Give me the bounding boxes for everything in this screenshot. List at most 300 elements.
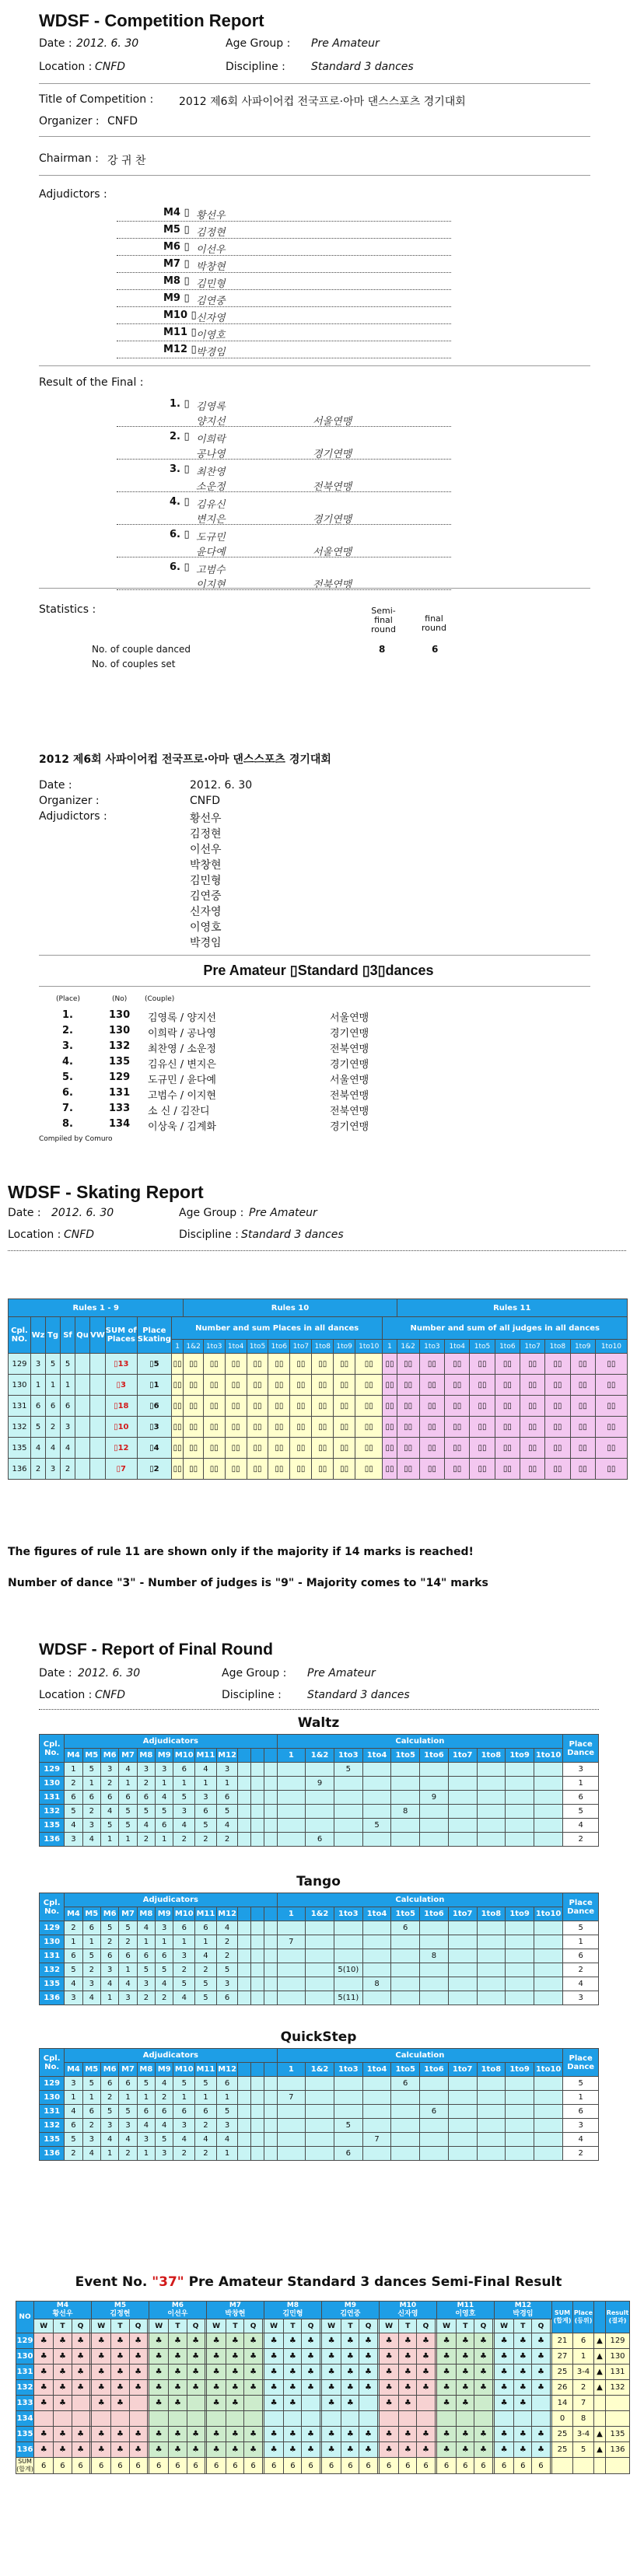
mark-cell bbox=[302, 2396, 320, 2411]
mark-cell: ♣ bbox=[34, 2396, 54, 2411]
header-judge: M10 bbox=[173, 1749, 195, 1763]
rule11-cell: ▯▯ bbox=[445, 1396, 470, 1417]
 bbox=[117, 255, 451, 256]
header-r11-col: 1to3 bbox=[419, 1340, 444, 1354]
row-sum: 21 bbox=[552, 2333, 573, 2349]
dance-name: Tango bbox=[296, 1874, 341, 1889]
mark-cell: ♣ bbox=[54, 2333, 72, 2349]
summary-adjudicator: 이선우 bbox=[190, 844, 222, 856]
header-calculation: Calculation bbox=[277, 1893, 563, 1907]
calc-value bbox=[448, 1949, 477, 1963]
calc-value bbox=[420, 1819, 449, 1833]
final-partner-a: 이희락 bbox=[196, 434, 226, 446]
mark-cell: ♣ bbox=[457, 2365, 474, 2380]
couple-no: 131 bbox=[40, 2105, 65, 2119]
calc-value bbox=[362, 1805, 391, 1819]
blank-mark bbox=[264, 1819, 277, 1833]
adjudicator-code: M12 ▯ bbox=[163, 344, 197, 355]
calc-value bbox=[391, 2105, 420, 2119]
header-judge: M11 bbox=[195, 2063, 217, 2077]
calc-value bbox=[420, 1977, 449, 1991]
row-sum: 27 bbox=[552, 2349, 573, 2365]
calc-value bbox=[477, 2091, 506, 2105]
rule10-cell: ▯▯ bbox=[334, 1459, 355, 1480]
sum-places: ▯3 bbox=[105, 1375, 137, 1396]
judge-mark: 6 bbox=[82, 1921, 100, 1935]
calc-value bbox=[362, 1921, 391, 1935]
judge-mark: 3 bbox=[173, 2119, 195, 2133]
dance-place: 5 bbox=[46, 1354, 61, 1375]
mark-cell: ♣ bbox=[111, 2365, 129, 2380]
header-calc-col: 1&2 bbox=[306, 1907, 334, 1921]
calc-value bbox=[448, 1819, 477, 1833]
judge-mark: 4 bbox=[65, 2105, 82, 2119]
judge-mark: 6 bbox=[119, 1791, 137, 1805]
couple-no: 134 bbox=[16, 2411, 34, 2427]
judge-code: M4 bbox=[56, 2302, 69, 2309]
mark-cell: ♣ bbox=[187, 2427, 205, 2442]
calc-value bbox=[277, 1763, 306, 1777]
rule11-cell: ▯▯ bbox=[570, 1417, 595, 1438]
calc-value bbox=[506, 2147, 534, 2161]
header-calc-col: 1to9 bbox=[506, 1907, 534, 1921]
rule11-cell: ▯▯ bbox=[545, 1417, 570, 1438]
header-judge bbox=[494, 2302, 551, 2319]
judge-mark: 5 bbox=[137, 1805, 155, 1819]
header-calculation: Calculation bbox=[277, 1735, 563, 1749]
judge-name: 박경임 bbox=[513, 2310, 534, 2318]
calc-value bbox=[362, 1991, 391, 2005]
rule11-cell: ▯▯ bbox=[570, 1354, 595, 1375]
header-judge: M12 bbox=[216, 1907, 238, 1921]
adjudicator-code: M5 ▯ bbox=[163, 224, 190, 236]
header-dance-sub: T bbox=[399, 2319, 417, 2333]
calc-value bbox=[362, 1791, 391, 1805]
dance-place: 5 bbox=[61, 1354, 75, 1375]
judge-mark: 5 bbox=[173, 2077, 195, 2091]
dance-place bbox=[90, 1354, 106, 1375]
header-calc-col: 1to6 bbox=[420, 1749, 449, 1763]
calc-value bbox=[506, 1763, 534, 1777]
place-dance: 5 bbox=[563, 1921, 599, 1935]
header-calc-col: 1to4 bbox=[362, 1749, 391, 1763]
mark-cell: ♣ bbox=[206, 2380, 226, 2396]
calc-value bbox=[277, 1977, 306, 1991]
adjudicator-name: 박경임 bbox=[196, 347, 226, 358]
summary-event-title: Pre Amateur ▯Standard ▯3▯dances bbox=[203, 963, 434, 978]
header-judge: M10 bbox=[173, 2063, 195, 2077]
header-judge: M4 bbox=[65, 1749, 82, 1763]
sum-cell: 6 bbox=[149, 2458, 168, 2474]
header-dance-sub: Q bbox=[187, 2319, 205, 2333]
row-sum: 25 bbox=[552, 2427, 573, 2442]
rule11-cell: ▯▯ bbox=[470, 1459, 495, 1480]
rule10-cell: ▯▯ bbox=[225, 1438, 247, 1459]
header-dance-sub: T bbox=[457, 2319, 474, 2333]
calc-value bbox=[477, 1977, 506, 1991]
mark-cell bbox=[91, 2411, 110, 2427]
calc-value bbox=[362, 2077, 391, 2091]
judge-code: M6 bbox=[171, 2302, 184, 2309]
header-judge: M7 bbox=[119, 1907, 137, 1921]
rule10-cell: ▯▯ bbox=[203, 1459, 225, 1480]
header-judge: M8 bbox=[137, 1749, 155, 1763]
judge-name: 김정현 bbox=[110, 2310, 131, 2318]
mark-cell: ♣ bbox=[417, 2333, 435, 2349]
calc-value: 5 bbox=[362, 1819, 391, 1833]
judge-mark: 6 bbox=[137, 1791, 155, 1805]
calc-value: 7 bbox=[277, 2091, 306, 2105]
sum-places: ▯7 bbox=[105, 1459, 137, 1480]
calc-value bbox=[534, 1977, 562, 1991]
mark-cell: ♣ bbox=[436, 2380, 456, 2396]
header-result: Result (결과) bbox=[606, 2302, 630, 2333]
blank-mark bbox=[238, 1791, 251, 1805]
mark-cell: ♣ bbox=[72, 2365, 89, 2380]
mark-cell: ♣ bbox=[226, 2380, 244, 2396]
mark-cell: ♣ bbox=[206, 2427, 226, 2442]
rule11-cell: ▯▯ bbox=[495, 1438, 520, 1459]
judge-mark: 1 bbox=[100, 1991, 118, 2005]
place-skating: ▯6 bbox=[137, 1396, 171, 1417]
sum-blank bbox=[594, 2458, 606, 2474]
place-dance: 2 bbox=[563, 1963, 599, 1977]
calc-value bbox=[391, 2119, 420, 2133]
sum-cell: 6 bbox=[244, 2458, 262, 2474]
judge-mark: 2 bbox=[195, 1963, 217, 1977]
rule11-cell: ▯▯ bbox=[520, 1354, 544, 1375]
rule11-cell: ▯▯ bbox=[595, 1354, 627, 1375]
place-dance: 6 bbox=[563, 1791, 599, 1805]
rule11-cell: ▯▯ bbox=[545, 1438, 570, 1459]
judge-mark: 4 bbox=[100, 1977, 118, 1991]
mark-cell bbox=[149, 2411, 168, 2427]
judge-mark: 4 bbox=[156, 1791, 173, 1805]
 bbox=[117, 524, 451, 525]
header-judge bbox=[264, 2302, 321, 2319]
header-calc-col: 1to7 bbox=[448, 2063, 477, 2077]
mark-cell: ♣ bbox=[149, 2396, 168, 2411]
summary-footer: Compiled by Comuro bbox=[39, 1135, 113, 1143]
rule11-cell: ▯▯ bbox=[470, 1375, 495, 1396]
mark-cell bbox=[417, 2396, 435, 2411]
header-dance: VW bbox=[90, 1317, 106, 1354]
 bbox=[117, 589, 451, 590]
header-calc-col: 1&2 bbox=[306, 1749, 334, 1763]
mark-cell: ♣ bbox=[341, 2333, 359, 2349]
adjudicator-name: 김정현 bbox=[196, 227, 226, 239]
mark-cell: ♣ bbox=[457, 2333, 474, 2349]
mark-cell: ♣ bbox=[284, 2349, 302, 2365]
dance-place: 3 bbox=[46, 1459, 61, 1480]
calc-value bbox=[277, 1949, 306, 1963]
mark-cell: ♣ bbox=[34, 2349, 54, 2365]
rule10-cell: ▯▯ bbox=[312, 1354, 334, 1375]
blank-mark bbox=[238, 1777, 251, 1791]
couple-no: 131 bbox=[16, 2365, 34, 2380]
couple-no: 133 bbox=[16, 2396, 34, 2411]
header-r11-col: 1to5 bbox=[470, 1340, 495, 1354]
rule11-cell: ▯▯ bbox=[383, 1396, 397, 1417]
rule10-cell: ▯▯ bbox=[247, 1375, 268, 1396]
calc-value bbox=[448, 1763, 477, 1777]
calc-value bbox=[334, 1977, 362, 1991]
calc-value bbox=[334, 2105, 362, 2119]
row-rank: 1 bbox=[573, 2349, 594, 2365]
mark-cell: ♣ bbox=[169, 2333, 187, 2349]
mark-cell bbox=[187, 2411, 205, 2427]
rule11-cell: ▯▯ bbox=[595, 1396, 627, 1417]
calc-value bbox=[477, 1777, 506, 1791]
header-calc-col: 1to5 bbox=[391, 2063, 420, 2077]
rule11-cell: ▯▯ bbox=[383, 1438, 397, 1459]
place-dance: 2 bbox=[563, 2147, 599, 2161]
header-rules-1-9: Rules 1 - 9 bbox=[9, 1299, 184, 1317]
calc-value: 5 bbox=[334, 2119, 362, 2133]
judge-mark: 4 bbox=[82, 1833, 100, 1847]
row-sum: 25 bbox=[552, 2365, 573, 2380]
header-r11-col: 1 bbox=[383, 1340, 397, 1354]
calc-value bbox=[277, 1791, 306, 1805]
sum-cell: 6 bbox=[302, 2458, 320, 2474]
header-r11-desc: Number and sum of all judges in all dances bbox=[383, 1317, 628, 1340]
toc-value: 2012 제6회 사파이어컵 전국프로·아마 댄스스포츠 경기대회 bbox=[179, 96, 466, 108]
judge-mark: 1 bbox=[216, 1777, 238, 1791]
mark-cell bbox=[514, 2411, 532, 2427]
header-cpl-no: Cpl. No. bbox=[40, 1893, 65, 1921]
header-judge: M5 bbox=[82, 2063, 100, 2077]
result-final-label: Result of the Final : bbox=[39, 376, 144, 389]
dance-place bbox=[75, 1396, 90, 1417]
summary-adjudicator: 박경임 bbox=[190, 937, 222, 949]
mark-cell: ♣ bbox=[514, 2349, 532, 2365]
adjudicator-name: 이영호 bbox=[196, 330, 226, 341]
judge-mark: 4 bbox=[173, 1991, 195, 2005]
mark-cell bbox=[417, 2411, 435, 2427]
dance-place bbox=[75, 1459, 90, 1480]
calc-value bbox=[362, 2105, 391, 2119]
mark-cell bbox=[532, 2396, 550, 2411]
header-calc-col: 1to8 bbox=[477, 1907, 506, 1921]
header-judge: M6 bbox=[100, 2063, 118, 2077]
sum-cell: 6 bbox=[417, 2458, 435, 2474]
summary-place: 3. bbox=[62, 1040, 73, 1052]
judge-mark: 2 bbox=[119, 1935, 137, 1949]
judge-mark: 6 bbox=[173, 2105, 195, 2119]
toc-label: Title of Competition : bbox=[39, 93, 154, 106]
mark-cell: ♣ bbox=[417, 2349, 435, 2365]
mark-cell: ♣ bbox=[244, 2365, 262, 2380]
judge-mark: 4 bbox=[82, 1991, 100, 2005]
rule10-cell: ▯▯ bbox=[171, 1375, 184, 1396]
calc-value bbox=[391, 1833, 420, 1847]
final-report-title: WDSF - Report of Final Round bbox=[39, 1641, 273, 1658]
calc-value bbox=[448, 1921, 477, 1935]
judge-mark: 2 bbox=[173, 1833, 195, 1847]
blank-mark bbox=[264, 2147, 277, 2161]
dance-place: 4 bbox=[31, 1438, 46, 1459]
calc-value bbox=[534, 1949, 562, 1963]
judge-mark: 3 bbox=[156, 1763, 173, 1777]
couple-no: 132 bbox=[16, 2380, 34, 2396]
mark-cell: ♣ bbox=[264, 2380, 283, 2396]
mark-cell: ♣ bbox=[284, 2365, 302, 2380]
chairman-value: 강 귀 찬 bbox=[107, 155, 146, 167]
rule11-cell: ▯▯ bbox=[470, 1396, 495, 1417]
judge-mark: 4 bbox=[195, 1949, 217, 1963]
calc-value bbox=[420, 2091, 449, 2105]
final-place: 2. ▯ bbox=[170, 431, 190, 442]
judge-mark: 4 bbox=[137, 2119, 155, 2133]
discipline-value: Standard 3 dances bbox=[311, 61, 414, 73]
mark-cell bbox=[244, 2396, 262, 2411]
rule11-cell: ▯▯ bbox=[397, 1417, 419, 1438]
place-dance: 4 bbox=[563, 2133, 599, 2147]
judge-mark: 1 bbox=[195, 1935, 217, 1949]
calc-value bbox=[477, 1935, 506, 1949]
mark-cell: ♣ bbox=[399, 2380, 417, 2396]
summary-region: 전북연맹 bbox=[330, 1090, 369, 1102]
judge-mark: 4 bbox=[216, 2133, 238, 2147]
judge-mark: 4 bbox=[119, 1763, 137, 1777]
judge-mark: 1 bbox=[173, 1935, 195, 1949]
 bbox=[117, 323, 451, 324]
header-calc-col: 1to7 bbox=[448, 1749, 477, 1763]
rule11-cell: ▯▯ bbox=[445, 1459, 470, 1480]
mark-cell: ♣ bbox=[91, 2333, 110, 2349]
judge-mark: 1 bbox=[65, 2091, 82, 2105]
summary-title: 2012 제6회 사파이어컵 전국프로·아마 댄스스포츠 경기대회 bbox=[39, 753, 331, 766]
judge-mark: 5 bbox=[216, 2105, 238, 2119]
adjudicator-code: M11 ▯ bbox=[163, 327, 197, 338]
header-blank bbox=[264, 1749, 277, 1763]
judge-mark: 2 bbox=[195, 2119, 217, 2133]
rule11-cell: ▯▯ bbox=[570, 1375, 595, 1396]
judge-mark: 6 bbox=[216, 2077, 238, 2091]
judge-mark: 4 bbox=[65, 1819, 82, 1833]
calc-value bbox=[420, 1763, 449, 1777]
header-dance-sub: T bbox=[226, 2319, 244, 2333]
mark-cell: ♣ bbox=[187, 2442, 205, 2458]
blank-mark bbox=[251, 2147, 264, 2161]
mark-cell: ♣ bbox=[321, 2380, 341, 2396]
 bbox=[117, 459, 451, 460]
calc-value bbox=[477, 2119, 506, 2133]
summary-place: 8. bbox=[62, 1118, 73, 1130]
judge-mark: 2 bbox=[82, 1963, 100, 1977]
mark-cell bbox=[399, 2411, 417, 2427]
header-calc-col: 1&2 bbox=[306, 2063, 334, 2077]
header-blank bbox=[264, 2063, 277, 2077]
blank-mark bbox=[251, 2091, 264, 2105]
header-dance-sub: Q bbox=[72, 2319, 89, 2333]
judge-mark: 5 bbox=[119, 2105, 137, 2119]
mark-cell: ♣ bbox=[129, 2365, 147, 2380]
calc-value bbox=[448, 2119, 477, 2133]
rule11-cell: ▯▯ bbox=[595, 1375, 627, 1396]
rule11-cell: ▯▯ bbox=[397, 1354, 419, 1375]
calc-value bbox=[420, 2077, 449, 2091]
calc-value: 9 bbox=[420, 1791, 449, 1805]
header-r10-col: 1to9 bbox=[334, 1340, 355, 1354]
mark-cell: ♣ bbox=[187, 2380, 205, 2396]
dance-place: 1 bbox=[61, 1375, 75, 1396]
judge-mark: 3 bbox=[65, 2077, 82, 2091]
row-result: 130 bbox=[606, 2349, 630, 2365]
header-cpl-no: Cpl. No. bbox=[40, 1735, 65, 1763]
rule10-cell: ▯▯ bbox=[203, 1375, 225, 1396]
mark-cell: ♣ bbox=[72, 2380, 89, 2396]
rule11-cell: ▯▯ bbox=[495, 1417, 520, 1438]
mark-cell: ♣ bbox=[187, 2365, 205, 2380]
mark-cell: ♣ bbox=[302, 2333, 320, 2349]
blank-mark bbox=[238, 2105, 251, 2119]
judge-mark: 4 bbox=[119, 2133, 137, 2147]
blank-mark bbox=[264, 1777, 277, 1791]
rule10-cell: ▯▯ bbox=[290, 1459, 312, 1480]
summary-no: 131 bbox=[109, 1087, 131, 1099]
final-region: 서울연맹 bbox=[313, 416, 352, 428]
rule11-cell: ▯▯ bbox=[495, 1375, 520, 1396]
header-rules-10: Rules 10 bbox=[184, 1299, 397, 1317]
place-dance: 1 bbox=[563, 2091, 599, 2105]
mark-cell: ♣ bbox=[436, 2427, 456, 2442]
header-judge bbox=[91, 2302, 149, 2319]
summary-no: 129 bbox=[109, 1071, 131, 1083]
blank-mark bbox=[251, 1819, 264, 1833]
rule10-cell: ▯▯ bbox=[247, 1438, 268, 1459]
header-r10-col: 1to7 bbox=[290, 1340, 312, 1354]
rule11-cell: ▯▯ bbox=[520, 1396, 544, 1417]
rule10-cell: ▯▯ bbox=[184, 1459, 203, 1480]
place-skating: ▯2 bbox=[137, 1459, 171, 1480]
judge-mark: 6 bbox=[65, 2119, 82, 2133]
mark-cell: ♣ bbox=[111, 2396, 129, 2411]
mark-cell: ♣ bbox=[244, 2427, 262, 2442]
mark-cell: ♣ bbox=[34, 2333, 54, 2349]
mark-cell: ♣ bbox=[341, 2380, 359, 2396]
header-judge: M12 bbox=[216, 1749, 238, 1763]
mark-cell: ♣ bbox=[111, 2442, 129, 2458]
header-dance-sub: T bbox=[54, 2319, 72, 2333]
calc-value bbox=[448, 1935, 477, 1949]
mark-cell: ♣ bbox=[91, 2349, 110, 2365]
semi-final-result bbox=[0, 2274, 637, 2576]
blank-mark bbox=[251, 1791, 264, 1805]
sum-cell: 6 bbox=[399, 2458, 417, 2474]
rule11-cell: ▯▯ bbox=[595, 1459, 627, 1480]
judge-mark: 3 bbox=[119, 1991, 137, 2005]
calc-value bbox=[448, 2077, 477, 2091]
col-no-header: (No) bbox=[112, 995, 128, 1003]
header-dance-sub: Q bbox=[302, 2319, 320, 2333]
final-partner-b: 양지선 bbox=[196, 416, 226, 428]
calc-value bbox=[477, 1949, 506, 1963]
header-place-dance: Place Dance bbox=[563, 2049, 599, 2077]
header-calc-col: 1 bbox=[277, 1749, 306, 1763]
judge-mark: 6 bbox=[65, 1949, 82, 1963]
dance-place bbox=[90, 1375, 106, 1396]
summary-region: 서울연맹 bbox=[330, 1012, 369, 1024]
header-dance-sub: Q bbox=[417, 2319, 435, 2333]
rule10-cell: ▯▯ bbox=[268, 1459, 290, 1480]
place-dance: 5 bbox=[563, 1805, 599, 1819]
sum-places: ▯13 bbox=[105, 1354, 137, 1375]
calc-value bbox=[506, 1791, 534, 1805]
calc-value bbox=[306, 2077, 334, 2091]
mark-cell bbox=[379, 2411, 398, 2427]
dance-name: QuickStep bbox=[280, 2029, 357, 2045]
